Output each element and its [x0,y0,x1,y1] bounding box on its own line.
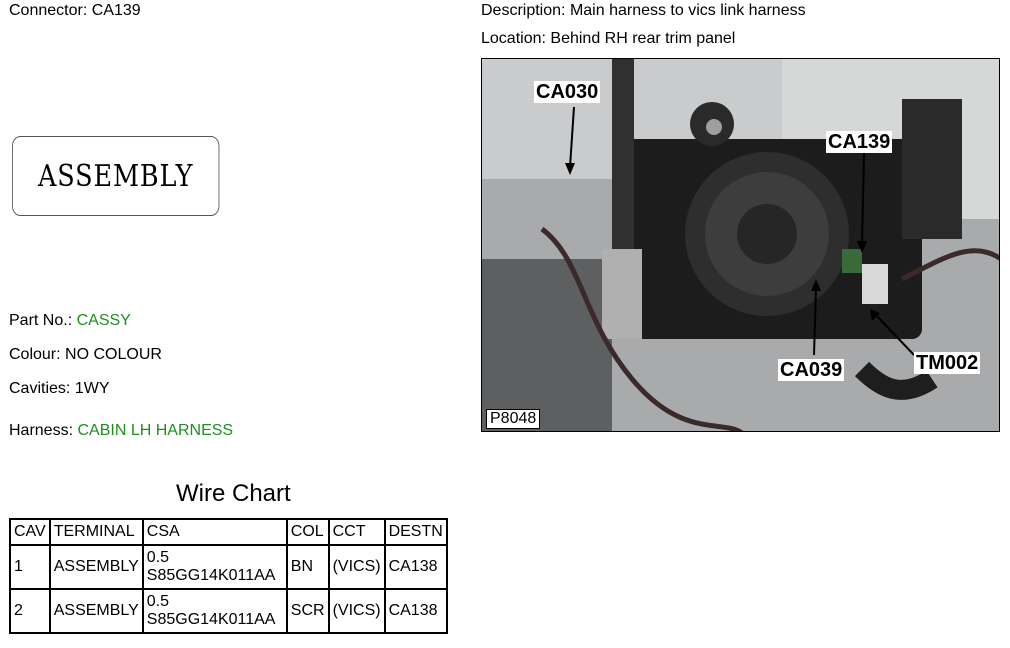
location-label: Location: [481,30,546,47]
connector-label: Connector: [9,2,88,19]
cell-csa [143,589,287,633]
header-destn: DESTN [385,519,447,545]
harness-value[interactable]: CABIN LH HARNESS [77,422,234,439]
wire-chart-table [9,518,448,634]
connector-line [9,2,141,20]
cavities-line [9,380,109,398]
cell-cav: 1 [10,545,50,589]
connector-symbol [12,136,219,216]
colour-value: NO COLOUR [65,346,162,363]
description-label: Description: [481,2,566,19]
table-row [10,589,447,633]
connector-symbol-text: ASSEMBLY [38,158,194,194]
callout-tm002: TM002 [916,352,979,374]
table-row [10,545,447,589]
cell-csa-size: 0.5 [146,549,170,566]
connector-value: CA139 [91,2,141,19]
colour-label: Colour: [9,346,61,363]
table-header-row [10,519,447,545]
description-value: Main harness to vics link harness [569,2,806,19]
cell-csa-code: S85GG14K011AA [146,567,276,584]
cell-csa-code: S85GG14K011AA [146,611,276,628]
location-photo-illustration [482,59,1000,432]
cell-col: SCR [287,589,329,633]
header-terminal: TERMINAL [50,519,143,545]
part-no-value[interactable]: CASSY [76,312,131,329]
location-line [481,30,735,48]
cell-terminal: ASSEMBLY [50,545,143,589]
callout-ca030: CA030 [536,81,599,103]
cell-cav: 2 [10,589,50,633]
cell-destn: CA138 [385,545,447,589]
cell-col: BN [287,545,329,589]
location-photo [481,58,1000,432]
header-cav: CAV [10,519,50,545]
harness-label: Harness: [9,422,74,439]
cavities-label: Cavities: [9,380,71,397]
cell-cct: (VICS) [329,545,385,589]
cell-csa-size: 0.5 [146,593,170,610]
cell-cct: (VICS) [329,589,385,633]
cell-terminal: ASSEMBLY [50,589,143,633]
colour-line [9,346,162,364]
callout-ca039: CA039 [780,359,843,381]
location-value: Behind RH rear trim panel [550,30,736,47]
header-csa: CSA [143,519,287,545]
header-cct: CCT [329,519,385,545]
description-line [481,2,806,20]
part-no-label: Part No.: [9,312,73,329]
harness-line [9,422,233,440]
callout-ca139: CA139 [828,131,891,153]
cavities-value: 1WY [74,380,110,397]
cell-destn: CA138 [385,589,447,633]
wire-chart-title: Wire Chart [176,480,291,507]
cell-csa [143,545,287,589]
part-no-line [9,312,131,330]
header-col: COL [287,519,329,545]
photo-plate-label: P8048 [486,409,540,429]
